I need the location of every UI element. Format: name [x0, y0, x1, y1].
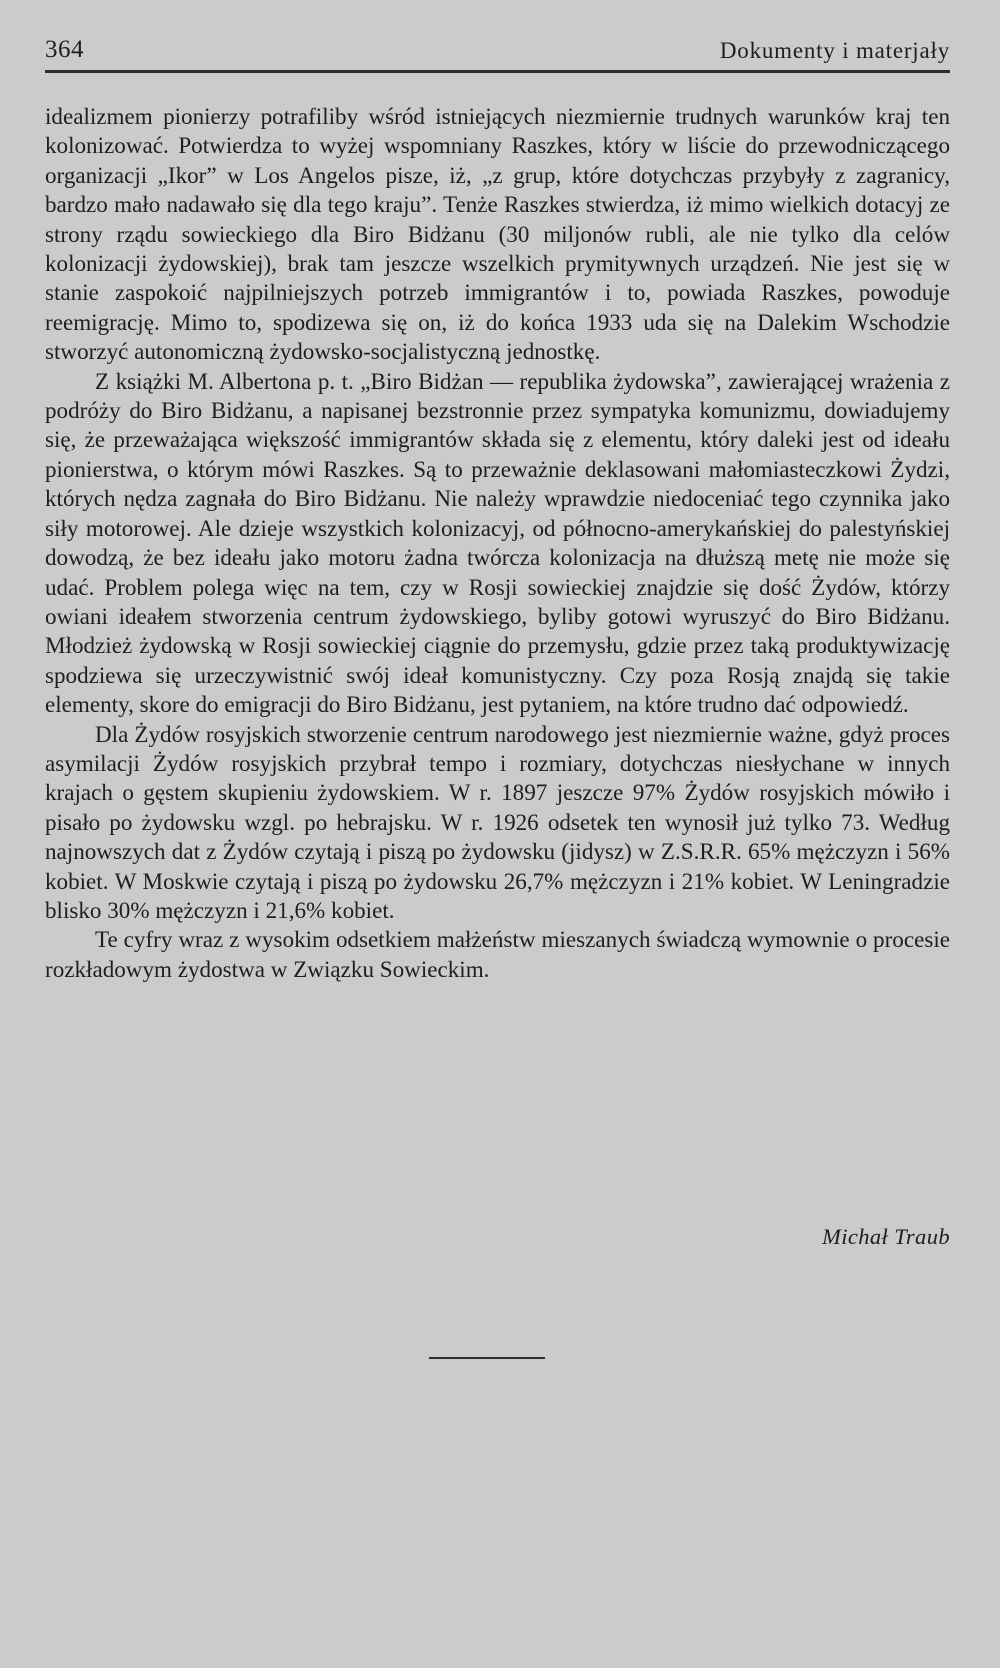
paragraph-4: Te cyfry wraz z wysokim odsetkiem małżeństw mieszanych świadczą wymownie o procesie rozkładowym żydostwa w Związku Sowieckim. [45, 926, 950, 982]
article-body [45, 102, 950, 984]
running-head: Dokumenty i materjały [719, 38, 950, 63]
page-number: 364 [45, 36, 84, 63]
paragraph-3: Dla Żydów rosyjskich stworzenie centrum narodowego jest niezmiernie ważne, gdyż proces asymilacji Żydów rosyjskich przybrał tempo i rozmiary, dotychczas niesłychane w innych krajach o gęstem skupieniu żydowskiem. W r. 1897 jeszcze 97% Żydów rosyjskich mówiło i pisało po żydowsku wzgl. po hebrajsku. W r. 1926 odsetek ten wynosił już tylko 73. Według najnowszych dat z Żydów czytają i piszą po żydowsku (jidysz) w Z.S.R.R. 65% mężczyzn i 56% kobiet. W Moskwie czytają i piszą po żydowsku 26,7% mężczyzn i 21% kobiet. W Leningradzie blisko 30% mężczyzn i 21,6% kobiet. [45, 720, 950, 923]
author-signature: Michał Traub [822, 1224, 950, 1249]
paragraph-1: idealizmem pionierzy potrafiliby wśród istniejących niezmiernie trudnych warunków kraj ten kolonizować. Potwierdza to wyżej wspomniany Raszkes, który w liście do przewodniczącego organizacji „Ikor” w Los Angelos pisze, iż, „z grup, które dotychczas przybyły z zagranicy, bardzo mało nadawało się dla tego kraju”. Tenże Raszkes stwierdza, iż mimo wielkich dotacyj ze strony rządu sowieckiego dla Biro Bidżanu (30 miljonów rubli, ale nie tylko dla celów kolonizacji żydowskiej), brak tam jeszcze wszelkich prymitywnych urządzeń. Nie jest się w stanie zaspokoić najpilniejszych potrzeb immigrantów i to, powiada Raszkes, powoduje reemigrację. Mimo to, spodizewa się on, iż do końca 1933 uda się na Dalekim Wschodzie stworzyć autonomiczną żydowsko-socjalistyczną jednostkę. [45, 103, 950, 365]
page-header [45, 36, 950, 70]
header-rule [45, 70, 950, 73]
closing-rule [429, 1357, 545, 1359]
paragraph-2: Z książki M. Albertona p. t. „Biro Bidżan — republika żydowska”, zawierającej wrażenia z podróży do Biro Bidżanu, a napisanej bezstronnie przez sympatyka komunizmu, dowiadujemy się, że przeważająca większość immigrantów składa się z elementu, który daleki jest od ideału pionierstwa, o którym mówi Raszkes. Są to przeważnie deklasowani małomiasteczkowi Żydzi, których nędza zagnała do Biro Bidżanu. Nie należy wprawdzie niedoceniać tego czynnika jako siły motorowej. Ale dzieje wszystkich kolonizacyj, od północno-amerykańskiej do palestyńskiej dowodzą, że bez ideału jako motoru żadna twórcza kolonizacja na dłuższą metę nie może się udać. Problem polega więc na tem, czy w Rosji sowieckiej znajdzie się dość Żydów, którzy owiani ideałem stworzenia centrum żydowskiego, byliby gotowi wyruszyć do Biro Bidżanu. Młodzież żydowską w Rosji sowieckiej ciągnie do przemysłu, gdzie przez taką produktywizację spodziewa się urzeczywistnić swój ideał komunistyczny. Czy poza Rosją znajdą się takie elementy, skore do emigracji do Biro Bidżanu, jest pytaniem, na które trudno dać odpowiedź. [45, 367, 950, 718]
